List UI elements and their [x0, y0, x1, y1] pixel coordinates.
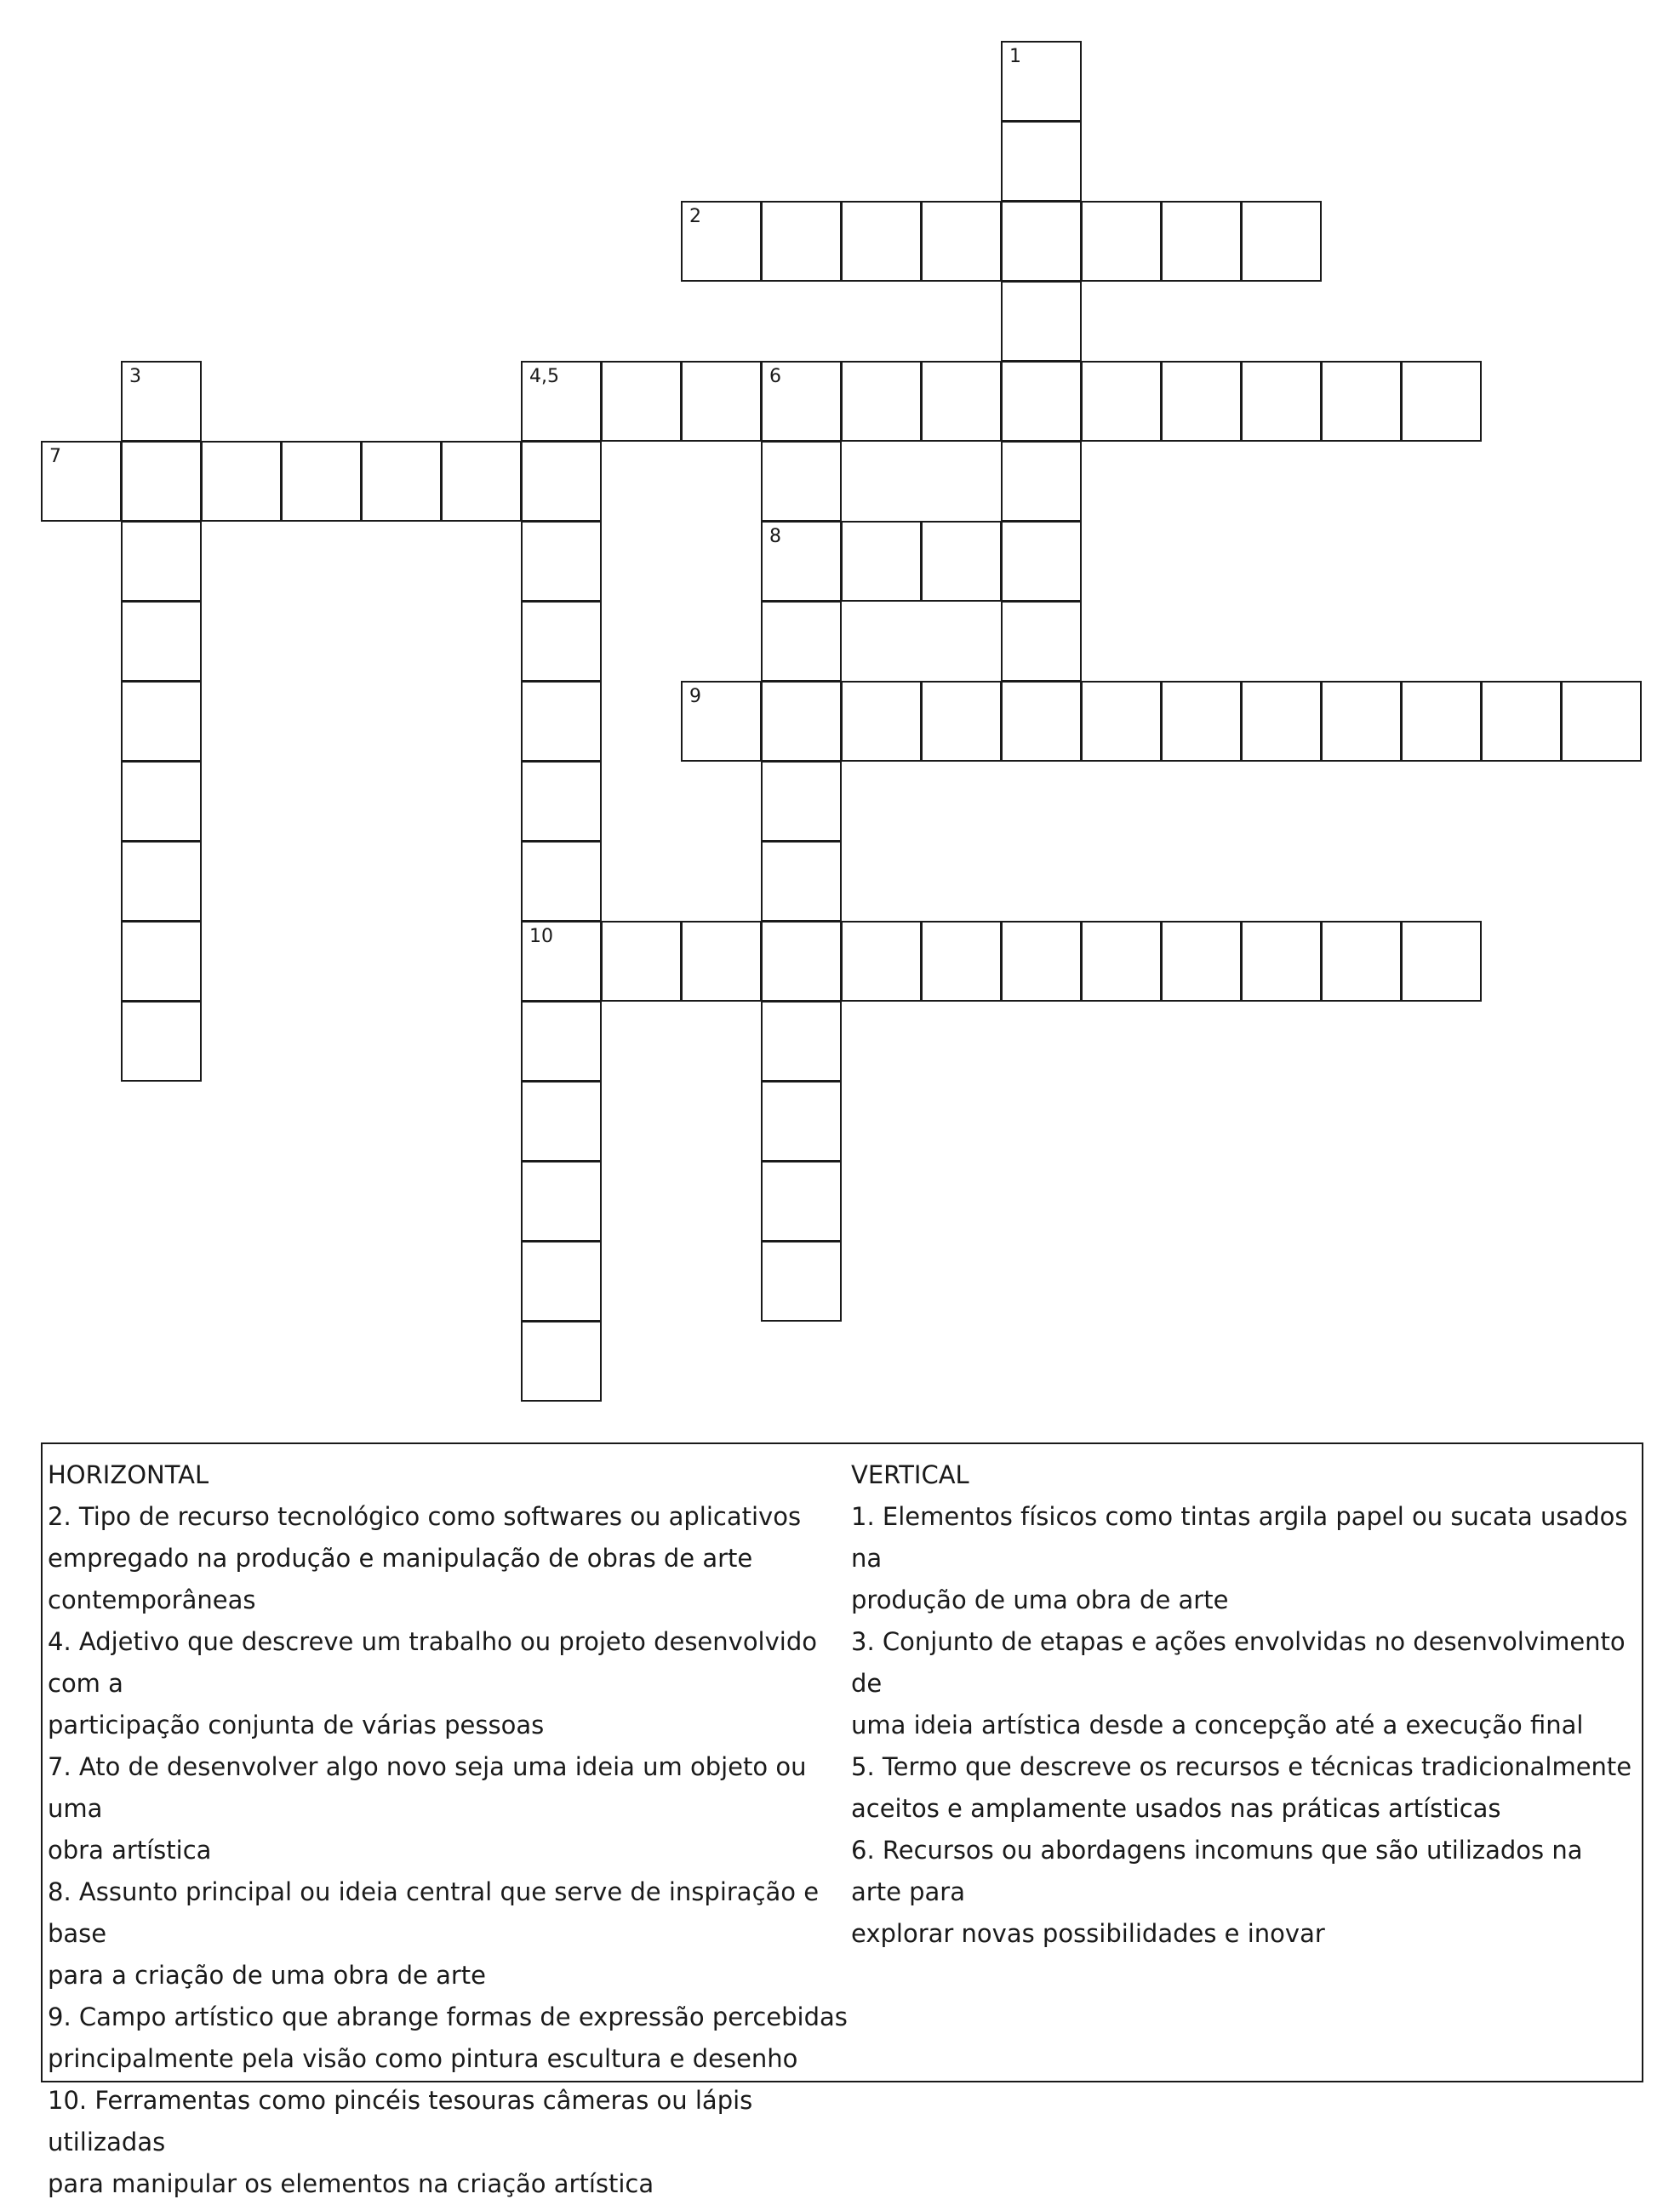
vertical-heading: VERTICAL — [851, 1460, 969, 1489]
clue-line: principalmente pela visão como pintura escultura e desenho — [48, 2044, 798, 2073]
crossword-cell[interactable] — [1561, 681, 1642, 762]
crossword-cell[interactable] — [41, 441, 122, 522]
crossword-cell[interactable] — [761, 441, 842, 522]
clue-line: 6. Recursos ou abordagens incomuns que são utilizados na arte para — [851, 1836, 1583, 1906]
clue-line: 1. Elementos físicos como tintas argila papel ou sucata usados na — [851, 1502, 1628, 1573]
clue-number: 3 — [129, 366, 141, 387]
clue-number: 10 — [529, 926, 553, 947]
crossword-cell[interactable] — [521, 361, 602, 442]
crossword-cell[interactable] — [441, 441, 522, 522]
crossword-cell[interactable] — [921, 921, 1002, 1002]
crossword-cell[interactable] — [1321, 921, 1402, 1002]
crossword-cell[interactable] — [1161, 361, 1242, 442]
crossword-cell[interactable] — [681, 921, 762, 1002]
crossword-cell[interactable] — [1401, 681, 1482, 762]
crossword-cell[interactable] — [761, 1241, 842, 1322]
crossword-cell[interactable] — [1401, 361, 1482, 442]
crossword-cell[interactable] — [121, 361, 202, 442]
clue-line: contemporâneas — [48, 1585, 256, 1614]
clue-line: 3. Conjunto de etapas e ações envolvidas no desenvolvimento de — [851, 1627, 1626, 1698]
crossword-cell[interactable] — [921, 361, 1002, 442]
crossword-cell[interactable] — [521, 601, 602, 682]
crossword-cell[interactable] — [521, 1321, 602, 1402]
crossword-cell[interactable] — [761, 761, 842, 842]
clue-line: para manipular os elementos na criação artística — [48, 2169, 654, 2198]
clue-number: 6 — [769, 366, 781, 387]
crossword-cell[interactable] — [121, 841, 202, 922]
crossword-cell[interactable] — [761, 1161, 842, 1242]
crossword-cell[interactable] — [1321, 681, 1402, 762]
crossword-cell[interactable] — [761, 521, 842, 602]
crossword-cell[interactable] — [521, 1241, 602, 1322]
clue-number: 9 — [689, 686, 701, 707]
crossword-cell[interactable] — [1241, 361, 1322, 442]
crossword-cell[interactable] — [1081, 201, 1162, 282]
crossword-cell[interactable] — [1401, 921, 1482, 1002]
clue-line: para a criação de uma obra de arte — [48, 1961, 486, 1990]
clues-box — [41, 1442, 1643, 2198]
crossword-cell[interactable] — [521, 921, 602, 1002]
clue-line: aceitos e amplamente usados nas práticas artísticas — [851, 1794, 1501, 1823]
crossword-cell[interactable] — [681, 361, 762, 442]
clue-number: 1 — [1009, 46, 1021, 67]
horizontal-clues — [48, 1454, 865, 2205]
crossword-cell[interactable] — [521, 1081, 602, 1162]
crossword-cell[interactable] — [761, 201, 842, 282]
clue-line: explorar novas possibilidades e inovar — [851, 1919, 1325, 1948]
crossword-cell[interactable] — [1321, 361, 1402, 442]
crossword-cell[interactable] — [1481, 681, 1562, 762]
crossword-cell[interactable] — [1001, 441, 1082, 522]
crossword-cell[interactable] — [921, 201, 1002, 282]
crossword-cell[interactable] — [361, 441, 442, 522]
crossword-cell[interactable] — [121, 601, 202, 682]
crossword-cell[interactable] — [841, 521, 922, 602]
clue-number: 2 — [689, 206, 701, 227]
crossword-cell[interactable] — [1241, 921, 1322, 1002]
crossword-cell[interactable] — [121, 521, 202, 602]
crossword-cell[interactable] — [1161, 681, 1242, 762]
crossword-cell[interactable] — [761, 841, 842, 922]
crossword-cell[interactable] — [761, 921, 842, 1002]
crossword-cell[interactable] — [121, 681, 202, 762]
crossword-cell[interactable] — [1001, 361, 1082, 442]
clue-line: 2. Tipo de recurso tecnológico como softwares ou aplicativos — [48, 1502, 802, 1531]
crossword-cell[interactable] — [1081, 681, 1162, 762]
crossword-cell[interactable] — [121, 441, 202, 522]
crossword-cell[interactable] — [761, 361, 842, 442]
crossword-cell[interactable] — [841, 201, 922, 282]
clue-number: 7 — [49, 446, 61, 467]
crossword-cell[interactable] — [1081, 361, 1162, 442]
crossword-cell[interactable] — [121, 921, 202, 1002]
crossword-cell[interactable] — [761, 601, 842, 682]
crossword-cell[interactable] — [1001, 521, 1082, 602]
crossword-cell[interactable] — [761, 1081, 842, 1162]
crossword-cell[interactable] — [1241, 681, 1322, 762]
crossword-cell[interactable] — [681, 201, 762, 282]
crossword-cell[interactable] — [601, 361, 682, 442]
clue-line: 4. Adjetivo que descreve um trabalho ou projeto desenvolvido com a — [48, 1627, 817, 1698]
clue-line: obra artística — [48, 1836, 212, 1865]
clue-line: produção de uma obra de arte — [851, 1585, 1229, 1614]
crossword-cell[interactable] — [521, 681, 602, 762]
clue-line: 8. Assunto principal ou ideia central que serve de inspiração e base — [48, 1877, 820, 1948]
crossword-cell[interactable] — [841, 361, 922, 442]
clue-line: uma ideia artística desde a concepção até a execução final — [851, 1711, 1584, 1739]
crossword-cell[interactable] — [1001, 601, 1082, 682]
clue-number: 4,5 — [529, 366, 559, 387]
clue-line: 5. Termo que descreve os recursos e técnicas tradicionalmente — [851, 1752, 1632, 1781]
crossword-cell[interactable] — [281, 441, 362, 522]
crossword-cell[interactable] — [601, 921, 682, 1002]
crossword-cell[interactable] — [1001, 201, 1082, 282]
crossword-cell[interactable] — [521, 441, 602, 522]
clue-line: 9. Campo artístico que abrange formas de expressão percebidas — [48, 2002, 848, 2031]
crossword-cell[interactable] — [201, 441, 282, 522]
crossword-cell[interactable] — [1161, 921, 1242, 1002]
clue-line: 10. Ferramentas como pincéis tesouras câmeras ou lápis utilizadas — [48, 2086, 753, 2156]
crossword-cell[interactable] — [521, 1161, 602, 1242]
crossword-cell[interactable] — [681, 681, 762, 762]
crossword-cell[interactable] — [521, 521, 602, 602]
crossword-cell[interactable] — [761, 1001, 842, 1082]
crossword-cell[interactable] — [121, 761, 202, 842]
crossword-cell[interactable] — [1001, 681, 1082, 762]
crossword-cell[interactable] — [1001, 121, 1082, 202]
crossword-cell[interactable] — [921, 521, 1002, 602]
crossword-cell[interactable] — [841, 681, 922, 762]
crossword-cell[interactable] — [1001, 921, 1082, 1002]
clue-line: empregado na produção e manipulação de obras de arte — [48, 1544, 753, 1573]
crossword-cell[interactable] — [521, 841, 602, 922]
crossword-cell[interactable] — [1161, 201, 1242, 282]
clue-line: participação conjunta de várias pessoas — [48, 1711, 545, 1739]
crossword-cell[interactable] — [841, 921, 922, 1002]
clue-line: 7. Ato de desenvolver algo novo seja uma ideia um objeto ou uma — [48, 1752, 807, 1823]
crossword-cell[interactable] — [1001, 281, 1082, 362]
crossword-cell[interactable] — [761, 681, 842, 762]
horizontal-heading: HORIZONTAL — [48, 1460, 209, 1489]
crossword-cell[interactable] — [521, 1001, 602, 1082]
crossword-cell[interactable] — [1081, 921, 1162, 1002]
crossword-cell[interactable] — [1241, 201, 1322, 282]
crossword-cell[interactable] — [1001, 41, 1082, 122]
crossword-cell[interactable] — [121, 1001, 202, 1082]
clue-number: 8 — [769, 526, 781, 547]
crossword-cell[interactable] — [921, 681, 1002, 762]
crossword-cell[interactable] — [521, 761, 602, 842]
vertical-clues — [851, 1454, 1638, 1955]
